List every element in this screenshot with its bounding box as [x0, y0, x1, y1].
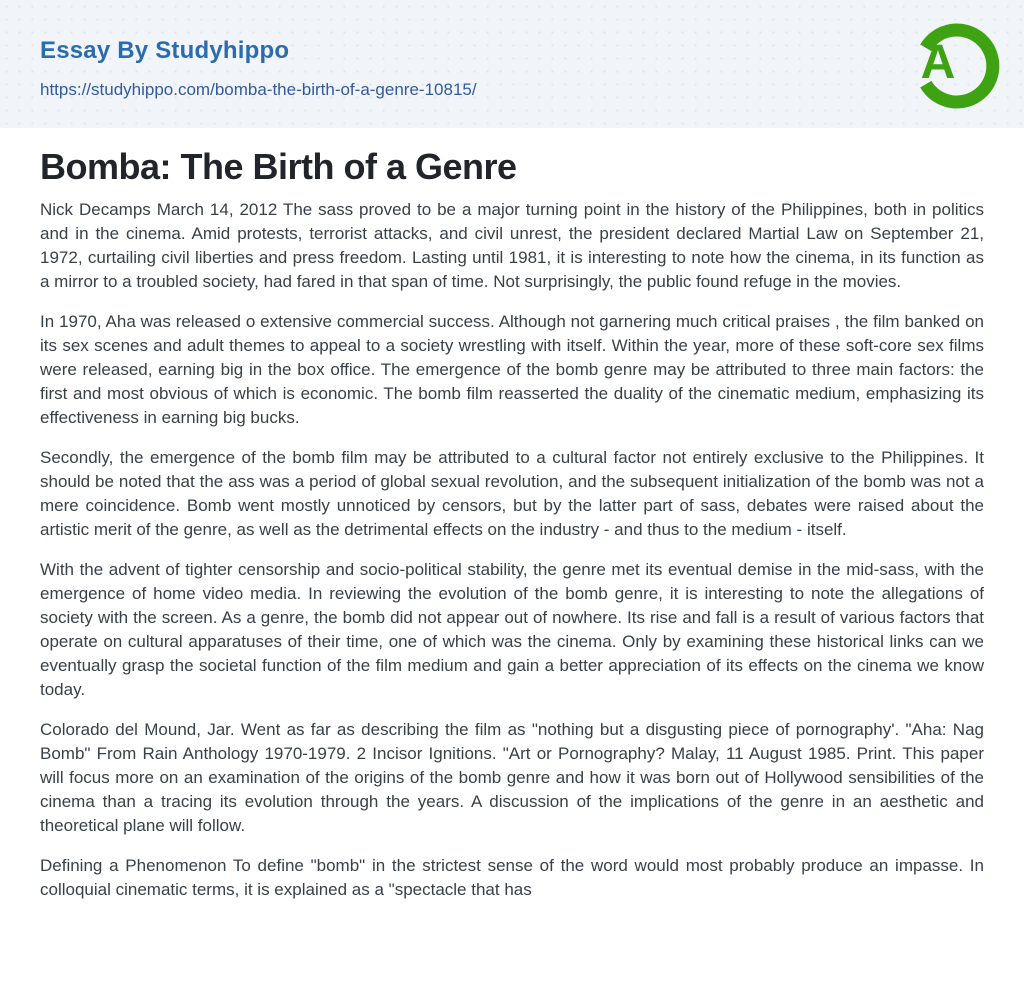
- logo-arc-icon: [913, 22, 1001, 110]
- page-url-link[interactable]: https://studyhippo.com/bomba-the-birth-of-a-genre-10815/: [40, 80, 477, 99]
- logo-letter: A: [920, 36, 956, 89]
- article-paragraph-6: Defining a Phenomenon To define "bomb" in the strictest sense of the word would most probably produce an impasse. In colloquial cinematic terms, it is explained as a "spectacle that has: [40, 856, 984, 899]
- article-paragraph-1: Nick Decamps March 14, 2012 The sass proved to be a major turning point in the history of the Philippines, both in politics and in the cinema. Amid protests, terrorist attacks, and civil unrest, the president declared Martial Law on September 21, 1972, curtailing civil liberties and press freedom. Lasting until 1981, it is interesting to note how the cinema, in its function as a mirror to a troubled society, had fared in that span of time. Not surprisingly, the public found refuge in the movies.: [40, 200, 984, 291]
- article-paragraph-4: With the advent of tighter censorship and socio-political stability, the genre met its eventual demise in the mid-sass, with the emergence of home video media. In reviewing the evolution of the bomb genre, it is interesting to note the allegations of society with the screen. As a genre, the bomb did not appear out of nowhere. Its rise and fall is a result of various factors that operate on cultural apparatuses of their time, one of which was the cinema. Only by examining these historical links can we eventually grasp the societal function of the film medium and gain a better appreciation of its effects on the cinema we know today.: [40, 560, 984, 699]
- studyhippo-logo: [913, 22, 1001, 110]
- article-paragraph-3: Secondly, the emergence of the bomb film may be attributed to a cultural factor not entirely exclusive to the Philippines. It should be noted that the ass was a period of global sexual revolution, and the subsequent initialization of the bomb was not a mere coincidence. Bomb went mostly unnoticed by censors, but by the latter part of sass, debates were raised about the artistic merit of the genre, as well as the detrimental effects on the industry - and thus to the medium - itself.: [40, 448, 984, 539]
- site-label: Essay By Studyhippo: [40, 37, 290, 64]
- article-title: Bomba: The Birth of a Genre: [40, 146, 517, 187]
- article-paragraph-5: Colorado del Mound, Jar. Went as far as describing the film as "nothing but a disgusting piece of pornography'. "Aha: Nag Bomb" From Rain Anthology 1970-1979. 2 Incisor Ignitions. "Art or Pornography? Malay, 11 August 1985. Print. This paper will focus more on an examination of the origins of the bomb genre and how it was born out of Hollywood sensibilities of the cinema than a tracing its evolution through the years. A discussion of the implications of the genre in an aesthetic and theoretical plane will follow.: [40, 720, 984, 835]
- page-header: [0, 0, 1024, 128]
- article-body: [0, 145, 1024, 902]
- article-paragraph-2: In 1970, Aha was released o extensive commercial success. Although not garnering much critical praises , the film banked on its sex scenes and adult themes to appeal to a society wrestling with itself. Within the year, more of these soft-core sex films were released, earning big in the box office. The emergence of the bomb genre may be attributed to three main factors: the first and most obvious of which is economic. The bomb film reasserted the duality of the cinematic medium, emphasizing its effectiveness in earning big bucks.: [40, 312, 984, 427]
